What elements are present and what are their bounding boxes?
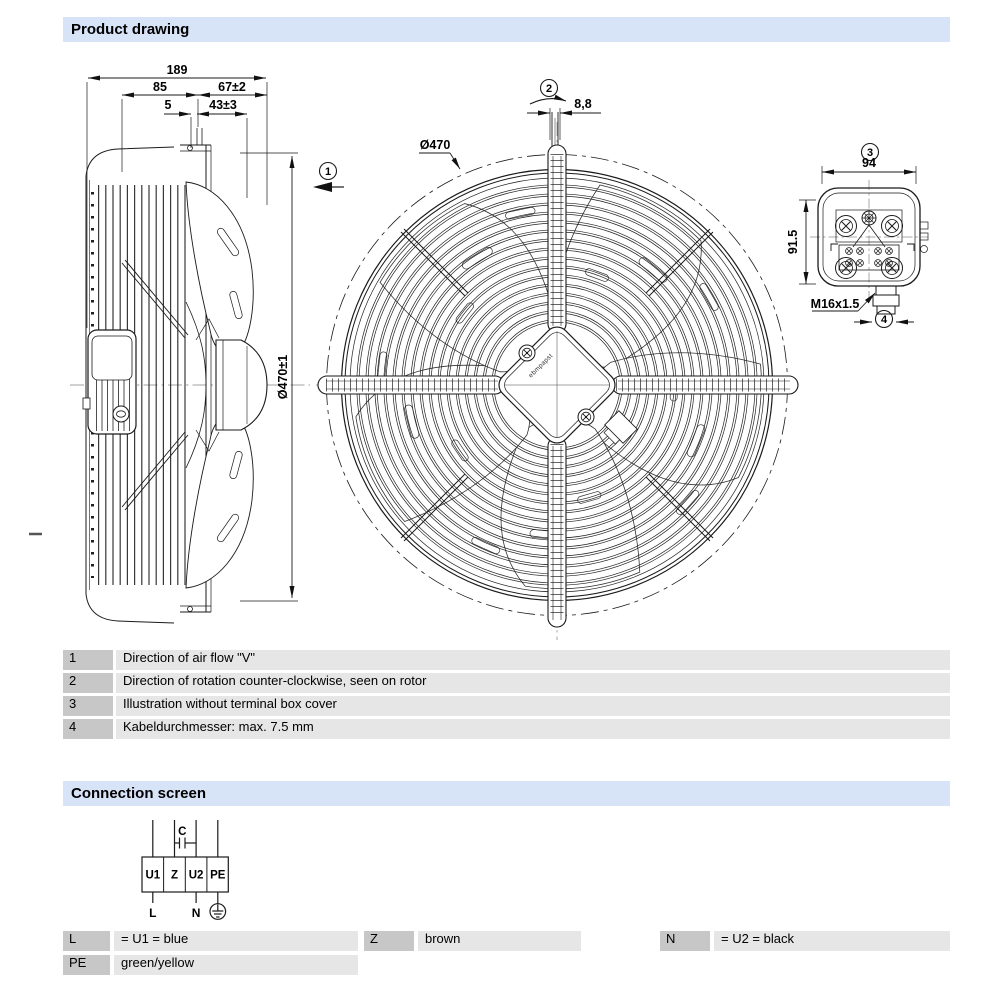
wire-value-l: = U1 = blue [114,931,358,951]
wire-value-n: = U2 = black [714,931,950,951]
connection-diagram [142,820,228,920]
neutral-label: N [191,906,201,920]
wire-value-z: brown [418,931,581,951]
airflow-ref-number: 1 [324,166,332,178]
side-view [70,63,310,623]
section-header-connection-screen: Connection screen [63,781,950,806]
cable-ref-marker [854,311,914,328]
dim-box-width: 94 [862,156,876,170]
section-header-product-drawing: Product drawing [63,17,950,42]
terminal-u1: U1 [145,869,161,882]
protective-earth-icon [210,904,226,920]
legend-row-number: 1 [63,650,113,670]
terminal-box-ref-number: 3 [866,147,874,159]
legend-row-text: Illustration without terminal box cover [116,696,950,716]
dim-motor-depth: 85 [153,80,167,94]
dim-front-depth: 67±2 [218,80,246,94]
hub-logo-text: ebmpapst [527,352,555,380]
wire-label-pe: PE [63,955,110,975]
wire-label-l: L [63,931,110,951]
cable-gland [873,286,899,314]
legend-row-number: 4 [63,719,113,739]
phase-label: L [149,906,157,920]
legend-row-text: Direction of rotation counter-clockwise, seen on rotor [116,673,950,693]
legend-row-text: Direction of air flow "V" [116,650,950,670]
airflow-arrow-icon [313,182,332,192]
capacitor-label: C [178,826,187,838]
strut-width-dim [527,108,601,140]
rotation-ref-number: 2 [545,83,553,95]
wire-label-n: N [660,931,710,951]
wire-label-z: Z [364,931,414,951]
dim-box-height: 91.5 [786,229,800,255]
dim-strut-width: 8,8 [574,97,592,111]
earth-screw [862,211,876,225]
legend-row-text: Kabeldurchmesser: max. 7.5 mm [116,719,950,739]
legend-row-number: 2 [63,673,113,693]
rotation-arrow-icon [530,99,566,104]
terminal-box-view [786,144,928,328]
terminal-pe: PE [210,869,226,882]
thread-label: M16x1.5 [810,297,860,311]
guard-diameter-label [419,138,460,169]
dim-plate-offset: 5 [164,98,172,112]
cable-ref-number: 4 [880,314,888,326]
capacitor-icon [175,838,197,849]
dim-impeller-diameter: Ø470±1 [276,354,290,400]
dim-guard-diameter: Ø470 [419,138,451,152]
terminal-z: Z [170,869,179,882]
front-view [308,80,798,643]
terminal-u2: U2 [188,869,204,882]
dim-total-depth: 189 [166,63,188,77]
legend-row-number: 3 [63,696,113,716]
rotation-marker [530,80,566,105]
airflow-marker [313,163,344,193]
dim-hub-depth: 43±3 [209,98,237,112]
wire-value-pe: green/yellow [114,955,358,975]
